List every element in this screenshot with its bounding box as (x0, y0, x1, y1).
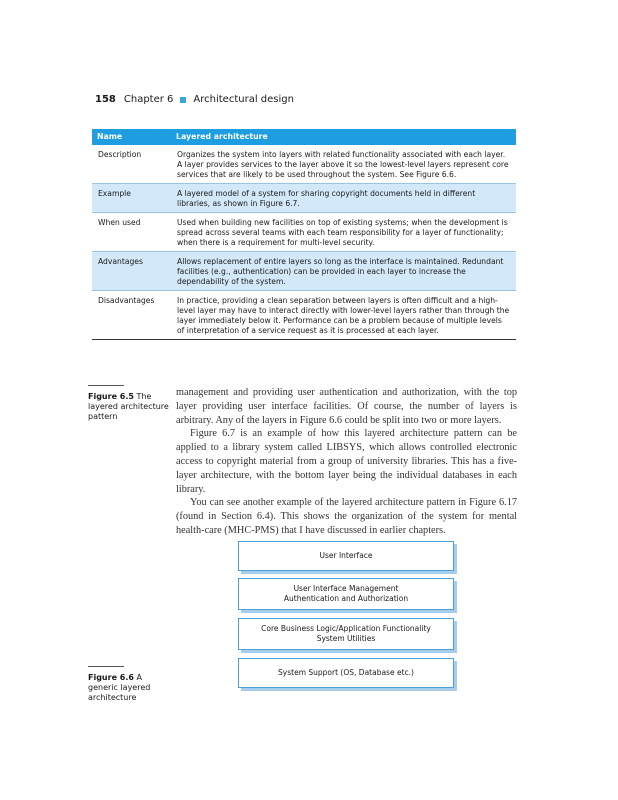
layer-system-support (238, 658, 454, 688)
paragraph: management and providing user authentication and authorization, with the top layer providing user interface facilities. Of course, the number of layers is arbitrary. Any of the layers in Figure 6.6 could be split into two or more layers. (176, 387, 517, 426)
pattern-table (92, 129, 516, 340)
row-value: A layered model of a system for sharing copyright documents held in different libraries, as shown in Figure 6.7. (171, 184, 516, 213)
paragraph: Figure 6.7 is an example of how this layered architecture pattern can be applied to a library system called LIBSYS, which allows controlled electronic access to copyright material from a group of university libraries. This has a five-layer architecture, with the bottom layer being the individual databases in each library. (176, 428, 517, 495)
row-name: Example (92, 184, 171, 213)
row-value: Organizes the system into layers with related functionality associated with each layer. A layer provides services to the layer above it so the lowest-level layers represent core services that are likely to be used throughout the system. See Figure 6.6. (171, 145, 516, 184)
layer-user-interface (238, 541, 454, 571)
row-name: When used (92, 213, 171, 252)
section-title: Architectural design (193, 94, 294, 105)
row-value: Used when building new facilities on top of existing systems; when the development is spread across several teams with each team responsibility for a layer of functionality; when there is a requirement for multi-level security. (171, 213, 516, 252)
column-header-pattern: Layered architecture (171, 129, 516, 145)
separator-square-icon (180, 97, 186, 103)
table-row (92, 252, 516, 291)
layer-label: User Interface (319, 551, 373, 560)
table-row (92, 184, 516, 213)
table-row (92, 291, 516, 340)
row-name: Disadvantages (92, 291, 171, 340)
row-name: Description (92, 145, 171, 184)
caption-rule (88, 385, 124, 386)
column-header-name: Name (92, 129, 171, 145)
figure-label: Figure 6.5 (88, 392, 134, 401)
table-row (92, 213, 516, 252)
layer-ui-management (238, 578, 454, 610)
chapter-label: Chapter 6 (123, 94, 174, 105)
row-value: Allows replacement of entire layers so long as the interface is maintained. Redundant facilities (e.g., authentication) can be provided in each layer to increase the dependability of the system. (171, 252, 516, 291)
layer-label: System Support (OS, Database etc.) (278, 668, 414, 677)
figure-caption-text: A generic layered architecture (88, 673, 151, 702)
layer-label: Core Business Logic/Application Functionality (261, 624, 431, 633)
figure-caption-text: The layered architecture pattern (88, 392, 169, 421)
row-name: Advantages (92, 252, 171, 291)
paragraph: You can see another example of the layered architecture pattern in Figure 6.17 (found in Section 6.4). This shows the organization of the system for mental health-care (MHC-PMS) that I have discussed in earlier chapters. (176, 497, 517, 536)
layer-label: Authentication and Authorization (283, 594, 409, 603)
table-row (92, 145, 516, 184)
row-value: In practice, providing a clean separation between layers is often difficult and a high-level layer may have to interact directly with lower-level layers rather than through the layer immediately below it. Performance can be a problem because of multiple levels of interpretation of a service request as it is processed at each layer. (171, 291, 516, 340)
body-text (176, 386, 517, 538)
layer-core-business-logic (238, 618, 454, 650)
running-header (95, 94, 525, 105)
layer-label: System Utilities (316, 634, 376, 643)
figure-6-6-caption (88, 666, 174, 703)
figure-label: Figure 6.6 (88, 673, 134, 682)
caption-rule (88, 666, 124, 667)
layer-label: User Interface Management (293, 584, 399, 593)
page-number: 158 (95, 94, 116, 105)
table-header-row (92, 129, 516, 145)
figure-6-5-caption (88, 385, 174, 422)
